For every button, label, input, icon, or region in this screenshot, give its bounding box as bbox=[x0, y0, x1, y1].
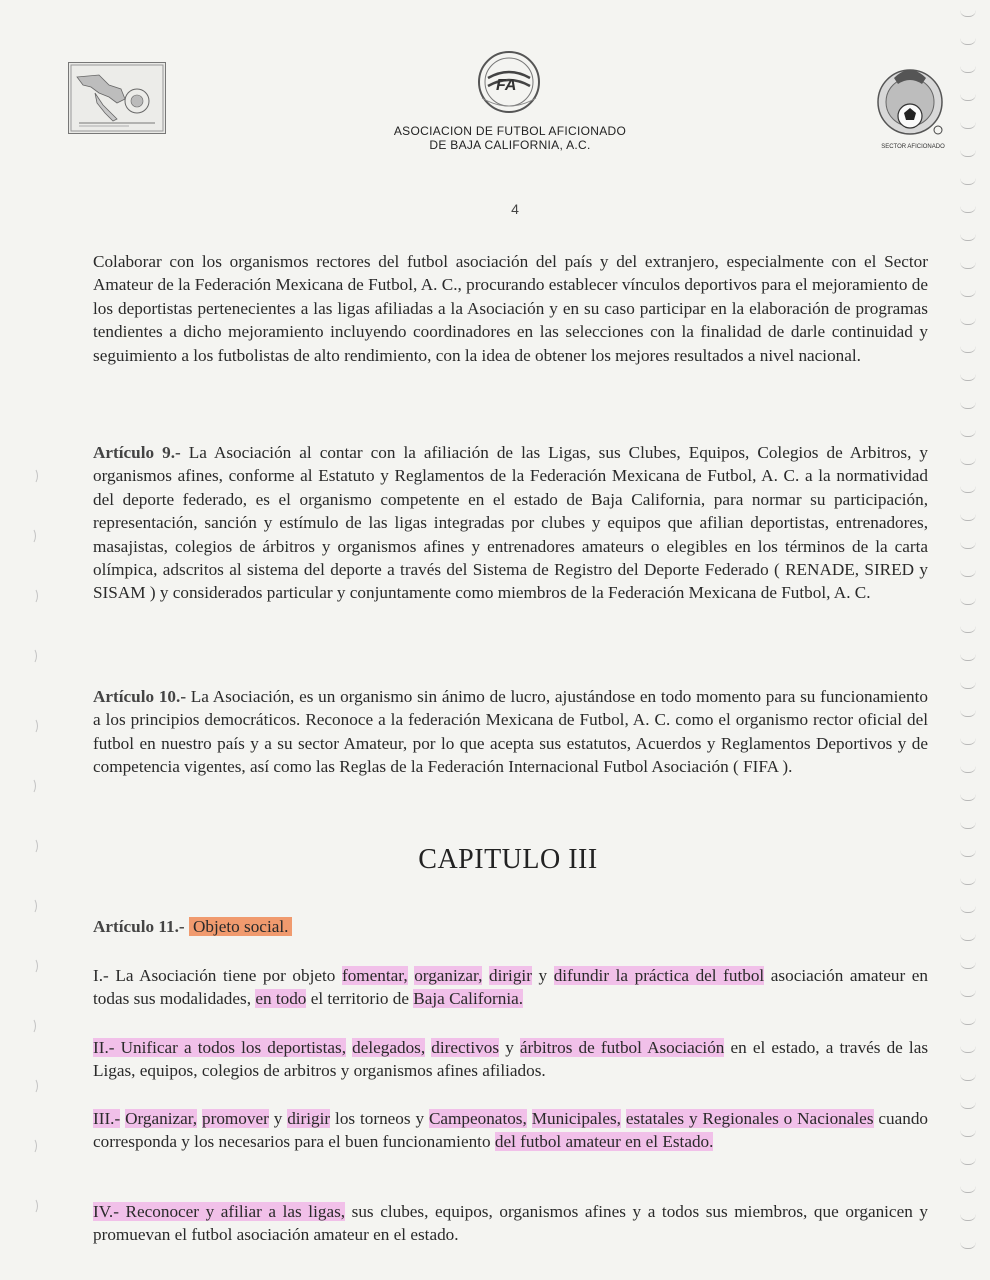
article-11-item-2 bbox=[93, 1036, 928, 1083]
sector-label: SECTOR AFICIONADO bbox=[881, 144, 945, 150]
article-10-title: Artículo 10.- bbox=[93, 687, 187, 706]
chapter-title: CAPITULO III bbox=[418, 844, 598, 875]
item3-highlight-1: Organizar, bbox=[125, 1109, 198, 1128]
fa-emblem-icon bbox=[470, 48, 548, 118]
page-number: 4 bbox=[511, 201, 519, 217]
intro-paragraph bbox=[93, 250, 928, 367]
center-association-logo bbox=[470, 48, 548, 118]
item2-prefix: II.- bbox=[93, 1038, 121, 1057]
item3-highlight-3: dirigir bbox=[287, 1109, 331, 1128]
intro-text: Colaborar con los organismos rectores del futbol asociación del país y del extranjero, especialmente con el Sector Amateur de la Federación Mexicana de Futbol, A. C., procurando establecer vínculos deportivos para el mejoramiento de los deportistas pertenecientes a las ligas afiliadas a la Asociación y en su caso participar en la elaboración de programas tendientes a dicho mejoramiento incluyendo coordinadores en las selecciones con la finalidad de darle continuidad y seguimiento a los futbolistas de alto rendimiento, con la idea de obtener los mejores resultados a nivel nacional. bbox=[93, 252, 928, 365]
item2-highlight-1: Unificar a todos los deportistas, bbox=[120, 1038, 347, 1057]
item1-highlight-1: fomentar, bbox=[341, 966, 408, 985]
item3-text-2: y bbox=[268, 1109, 288, 1128]
item2-highlight-4: árbitros de futbol Asociación bbox=[519, 1038, 725, 1057]
item3-text-6: cuando corresponda y los necesarios para el buen funcionamiento bbox=[93, 1109, 929, 1152]
org-line-2: DE BAJA CALIFORNIA, A.C. bbox=[429, 138, 591, 152]
item3-text-3: los torneos y bbox=[330, 1109, 429, 1128]
item1-highlight-6: Baja California. bbox=[413, 989, 524, 1009]
article-9-body: La Asociación al contar con la afiliación de las Ligas, sus Clubes, Equipos, Colegios de Arbitros, y organismos afines, conforme al Estatuto y Reglamentos de la Federación Mexicana de Futbol, A. C. a la normatividad del deporte federado, es el organismo competente en el estado de Baja California, para normar su participación, representación, sanción y estímulo de las ligas integradas por clubes y equipos que afilian deportistas, entrenadores, masajistas, colegios de árbitros y organismos afines y entrenadores amateurs o elegibles en los términos de la carta olímpica, adscritos al sistema del deporte a través del Sistema de Registro del Deporte Federado ( RENADE, SIRED y SISAM ) y considerados particular y conjuntamente como miembros de la Federación Mexicana de Futbol, A. C. bbox=[93, 443, 928, 603]
item1-highlight-5: en todo bbox=[255, 989, 307, 1009]
map-emblem-icon bbox=[69, 63, 165, 133]
right-federation-crest bbox=[874, 56, 952, 152]
article-11-subtitle: Objeto social. bbox=[189, 917, 292, 936]
article-10 bbox=[93, 685, 928, 779]
item1-highlight-3: dirigir bbox=[488, 966, 532, 985]
item2-highlight-3: directivos bbox=[431, 1038, 500, 1057]
item3-highlight-6: estatales y Regionales o Nacionales bbox=[625, 1109, 874, 1128]
item3-text-4 bbox=[527, 1109, 532, 1128]
item2-text-3: y bbox=[499, 1038, 520, 1057]
item1-highlight-4: difundir la práctica del futbol bbox=[553, 966, 765, 985]
item1-prefix: I.- La Asociación tiene por objeto bbox=[93, 966, 342, 985]
item3-highlight-2: promover bbox=[202, 1109, 269, 1128]
federation-crest-icon bbox=[874, 56, 952, 146]
organization-name bbox=[330, 124, 690, 152]
article-11-item-4 bbox=[93, 1200, 928, 1247]
item1-highlight-2: organizar, bbox=[414, 966, 483, 985]
item4-highlight-1: Reconocer y afiliar a las ligas, bbox=[125, 1202, 346, 1221]
article-9 bbox=[93, 441, 928, 605]
item1-text-4: asociación amateur en todas sus modalidades, bbox=[93, 966, 929, 1009]
item4-prefix: IV.- bbox=[93, 1202, 126, 1221]
article-11-item-1 bbox=[93, 964, 928, 1011]
left-margin-specks bbox=[26, 430, 46, 1250]
article-11-title: Artículo 11.- bbox=[93, 917, 185, 936]
item3-highlight-7: del futbol amateur en el Estado. bbox=[494, 1132, 714, 1152]
org-line-1: ASOCIACION DE FUTBOL AFICIONADO bbox=[393, 124, 627, 138]
left-map-logo bbox=[68, 62, 166, 134]
article-11-heading bbox=[93, 915, 928, 938]
item3-highlight-5: Municipales, bbox=[531, 1109, 621, 1128]
article-10-body: La Asociación, es un organismo sin ánimo de lucro, ajustándose en todo momento para su funcionamiento a los principios democráticos. Reconoce a la federación Mexicana de Futbol, A. C. como el organismo rector oficial del futbol en nuestro país y a su sector Amateur, por lo que acepta sus estatutos, Acuerdos y Reglamentos Deportivos y de competencia vigentes, así como las Reglas de la Federación Internacional Futbol Asociación ( FIFA ). bbox=[93, 687, 929, 777]
item2-highlight-2: delegados, bbox=[352, 1038, 426, 1057]
item3-highlight-4: Campeonatos, bbox=[428, 1109, 527, 1128]
item4-text-1: sus clubes, equipos, organismos afines y a todos sus miembros, que organicen y promuevan el futbol asociación amateur en el estado. bbox=[93, 1202, 928, 1245]
article-11-item-3 bbox=[93, 1107, 928, 1154]
binding-marks bbox=[956, 10, 976, 1270]
item2-text-4: en el estado, a través de las Ligas, equipos, colegios de arbitros y organismos afines afiliados. bbox=[93, 1038, 929, 1081]
item1-text-3: y bbox=[531, 966, 554, 985]
item3-highlight-0: III.- bbox=[93, 1109, 121, 1128]
svg-text:FA: FA bbox=[496, 77, 517, 94]
article-9-title: Artículo 9.- bbox=[93, 443, 181, 462]
item1-text-2 bbox=[482, 966, 489, 985]
item1-text-5: el territorio de bbox=[306, 989, 414, 1009]
